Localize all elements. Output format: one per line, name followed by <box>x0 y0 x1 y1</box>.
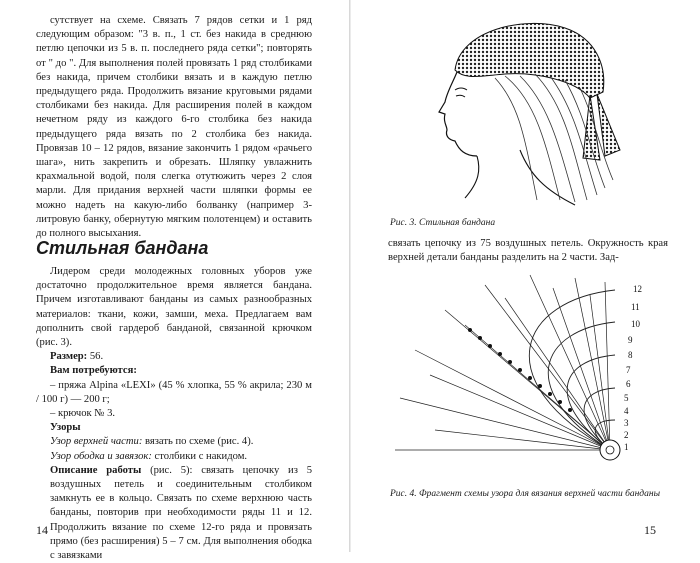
size-label: Размер: <box>50 351 88 363</box>
section-title: Стильная бандана <box>36 238 209 258</box>
figure3-caption: Рис. 3. Стильная бандана <box>390 218 496 228</box>
material-hook: – крючок № 3. <box>50 408 116 420</box>
row-number: 2 <box>624 430 629 440</box>
row-number: 5 <box>624 393 629 403</box>
pattern-top-label: Узор верхней части: <box>50 436 143 448</box>
pattern-top-value: вязать по схеме (рис. 4). <box>145 436 254 448</box>
row-number: 12 <box>633 284 642 294</box>
row-number: 3 <box>624 418 629 428</box>
intro-paragraph: Лидером среди молодежных головных уборов уже достаточно продолжительное время является бандана. Причем изготавливают банданы из самых разнообразных материалов: ткани, кожи, замши, меха. Предлагаем вам дополнить свой гардероб банданой, связанной крючком (рис. 3). <box>36 266 312 349</box>
size-line <box>50 350 312 364</box>
materials-label: Вам потребуются: <box>50 365 137 377</box>
row-number: 8 <box>628 350 633 360</box>
paragraph-hat-instructions <box>36 14 312 241</box>
page-number-left: 14 <box>36 523 48 537</box>
pattern-border <box>36 450 312 464</box>
row-number: 4 <box>624 406 629 416</box>
crochet-chart <box>375 270 675 480</box>
pattern-border-label: Узор ободка и завязок: <box>50 450 152 462</box>
row-number: 6 <box>626 379 631 389</box>
bandana-illustration <box>425 10 635 210</box>
row-number: 10 <box>631 319 640 329</box>
row-number: 11 <box>631 302 640 312</box>
row-number: 7 <box>626 365 631 375</box>
bandana-instructions <box>36 265 312 563</box>
work-text: (рис. 5): связать цепочку из 5 воздушных петель и соединительным столбиком замкнуть ее в кольцо. Связать по схеме верхнюю часть банданы, повторив при необходимости ряды 11 и 12. Продолжить вязание по схеме 12-го ряда и провязать прямо (без расширения) 5 – 7 см. Для выполнения ободка с завязками <box>50 464 312 562</box>
figure4-caption: Рис. 4. Фрагмент схемы узора для вязания верхней части банданы <box>390 489 661 499</box>
material-yarn: – пряжа Alpina «LEXI» (45 % хлопка, 55 % акрила; 230 м / 100 г) — 200 г; <box>36 379 312 405</box>
pattern-top <box>36 435 312 449</box>
page-number-right: 15 <box>644 523 656 537</box>
work-label: Описание работы <box>50 464 142 476</box>
text-paragraph: сутствует на схеме. Связать 7 рядов сетки и 1 ряд следующим образом: "3 в. п., 1 ст. без накида в среднюю петлю цепочки из 5 в. п. последнего ряда сетки"; повторять от " до ". Для выполнения полей провязать 1 ряд столбиками без накида, причем столбики вязать и в каждую петлю предыдущего ряда. Продолжить вязание круговыми рядами столбиками без накида. Для расширения полей в каждом нечетном ряду из каждого 6-го столбика без накида предыдущего ряда вязать по 2 столбика без накида. Провязав 10 – 12 рядов, вязание закончить 1 рядом «рачьего шага», нить закрепить и обрезать. Шляпку увлажнить крахмальной водой, поля слегка отутюжить через 2 слоя марли. Для придания верхней части шляпки формы ее можно надеть на какую-либо болванку (например 3-литровую банку, обернутую мягким полотенцем) и оставить до полного высыхания. <box>36 15 312 240</box>
row-number: 9 <box>628 335 633 345</box>
pattern-border-value: столбики с накидом. <box>154 450 248 462</box>
right-page <box>350 0 700 552</box>
row-number: 1 <box>624 442 629 452</box>
work-description <box>50 464 312 563</box>
patterns-label: Узоры <box>50 422 81 434</box>
left-page <box>0 0 350 562</box>
size-value: 56. <box>89 351 104 363</box>
right-text-top: связать цепочку из 75 воздушных петель. Окружность края верхней детали банданы разделить на 2 части. Зад- <box>388 238 668 264</box>
